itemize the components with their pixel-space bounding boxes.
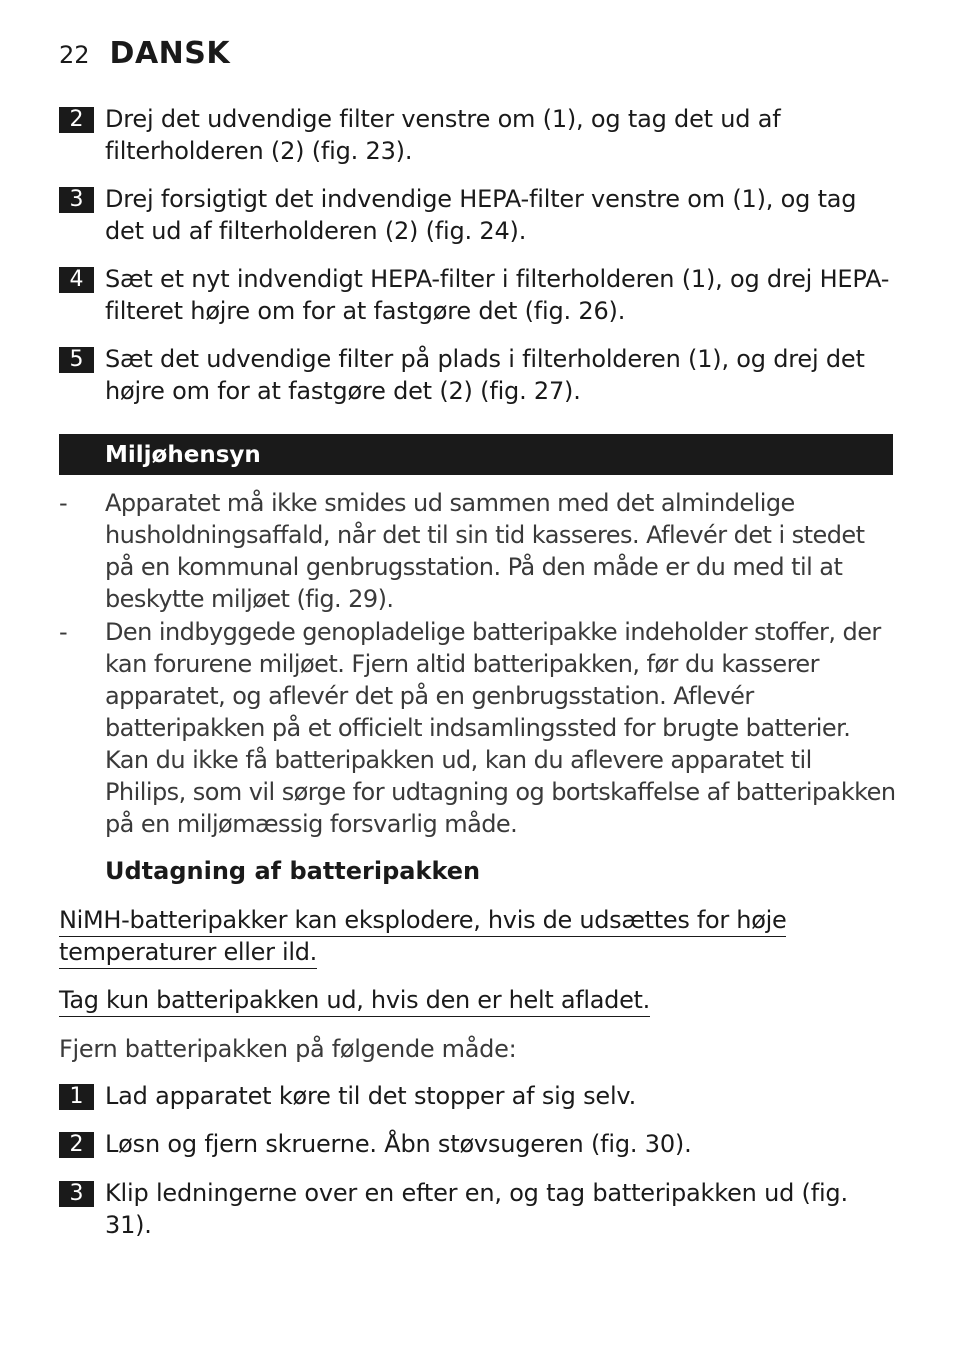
- bullet-text: Apparatet må ikke smides ud sammen med det almindelige husholdningsaffald, når det til sin tid kasseres. Aflevér det i stedet på en kommunal genbrugsstation. På den måde er du med til at beskytte miljøet (fig. 29).: [105, 489, 865, 613]
- step-number-badge: 2: [59, 107, 94, 133]
- bullet-dash: -: [59, 489, 68, 517]
- language-heading: DANSK: [109, 36, 231, 71]
- step-number-badge: 3: [59, 1181, 94, 1207]
- step-item: [59, 1080, 899, 1112]
- step-number-badge: 1: [59, 1084, 94, 1110]
- step-text: Drej det udvendige filter venstre om (1), og tag det ud af filterholderen (2) (fig. 23).: [105, 105, 781, 165]
- step-item: [59, 183, 899, 247]
- subheading: Udtagning af batteripakken: [105, 857, 481, 885]
- step-text: Sæt et nyt indvendigt HEPA-filter i filterholderen (1), og drej HEPA-filteret højre om for at fastgøre det (fig. 26).: [105, 265, 890, 325]
- step-item: [59, 103, 899, 167]
- step-text: Sæt det udvendige filter på plads i filterholderen (1), og drej det højre om for at fastgøre det (2) (fig. 27).: [105, 345, 865, 405]
- section-heading-bar: [59, 434, 893, 475]
- step-number-badge: 5: [59, 347, 94, 373]
- page-number: 22: [59, 41, 90, 69]
- step-text: Lad apparatet køre til det stopper af sig selv.: [105, 1082, 636, 1110]
- warning-text: [59, 904, 819, 968]
- section-title: Miljøhensyn: [105, 442, 261, 468]
- bullet-text: Den indbyggede genopladelige batteripakke indeholder stoffer, der kan forurene miljøet. Fjern altid batteripakken, før du kasserer apparatet, og aflevér det på en genbrugsstation. Aflevér batteripakken på et officielt indsamlingssted for brugte batterier. Kan du ikke få batteripakken ud, kan du aflevere apparatet til Philips, som vil sørge for udtagning og bortskaffelse af batteripakken på en miljømæssig forsvarlig måde.: [105, 618, 896, 838]
- warning-text: [59, 984, 819, 1016]
- list-item: [59, 487, 899, 615]
- step-number-badge: 3: [59, 187, 94, 213]
- step-item: [59, 343, 899, 407]
- step-text: Løsn og fjern skruerne. Åbn støvsugeren (fig. 30).: [105, 1130, 692, 1158]
- step-number-badge: 4: [59, 267, 94, 293]
- step-item: [59, 1128, 899, 1160]
- step-text: Drej forsigtigt det indvendige HEPA-filter venstre om (1), og tag det ud af filterholderen (2) (fig. 24).: [105, 185, 857, 245]
- step-item: [59, 263, 899, 327]
- intro-text: Fjern batteripakken på følgende måde:: [59, 1035, 517, 1063]
- page-header: [59, 36, 230, 72]
- step-item: [59, 1177, 899, 1241]
- bullet-dash: -: [59, 618, 68, 646]
- step-text: Klip ledningerne over en efter en, og tag batteripakken ud (fig. 31).: [105, 1179, 848, 1239]
- step-number-badge: 2: [59, 1132, 94, 1158]
- warning-text-underlined: NiMH-batteripakker kan eksplodere, hvis de udsættes for høje temperaturer eller ild.: [59, 906, 786, 969]
- warning-text-underlined: Tag kun batteripakken ud, hvis den er helt afladet.: [59, 986, 650, 1017]
- list-item: [59, 616, 899, 840]
